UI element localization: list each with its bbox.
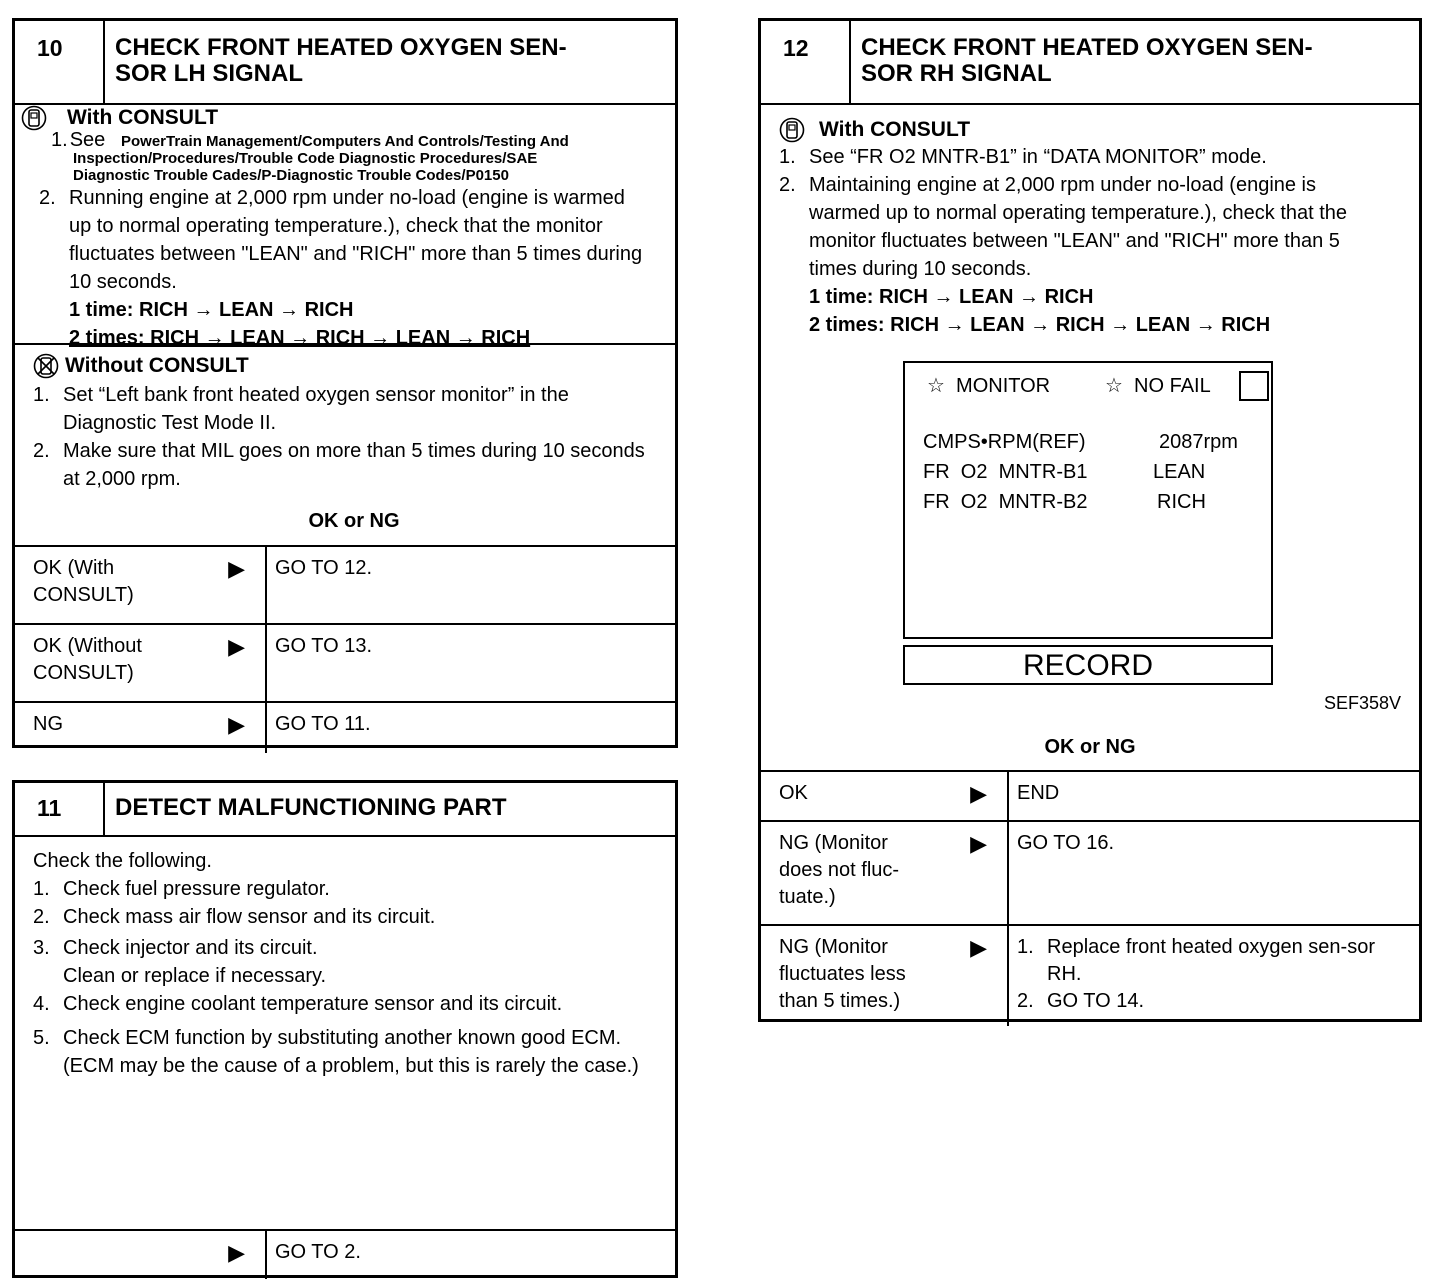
no-fail-checkbox (1239, 371, 1269, 401)
step-number: 10 (15, 21, 105, 103)
step-12-header (761, 21, 1419, 105)
monitor-item-value: 2087rpm (1159, 431, 1238, 453)
list-item: 1. See “FR O2 MNTR-B1” in “DATA MONITOR” mode. (779, 146, 1267, 168)
arrow-icon: ▶ (228, 712, 245, 737)
result-row-ng: NG ▶ GO TO 11. (15, 701, 675, 753)
ok-or-ng-label: OK or NG (308, 510, 400, 532)
monitor-item-name: FR O2 MNTR-B2 (923, 491, 1088, 513)
step-number: 11 (15, 783, 105, 835)
no-fail-label: ☆ NO FAIL (1105, 375, 1211, 397)
without-consult-section (15, 345, 675, 545)
arrow-icon: ▶ (970, 831, 987, 856)
arrow-icon: ▶ (228, 556, 245, 581)
monitor-item-name: CMPS•RPM(REF) (923, 431, 1086, 453)
list-item: 2. Make sure that MIL goes on more than 5 times during 10 seconds at 2,000 rpm. (33, 440, 645, 490)
step-number: 12 (761, 21, 851, 103)
step-title: CHECK FRONT HEATED OXYGEN SEN- SOR LH SIGNAL (115, 34, 567, 87)
arrow-icon: ▶ (970, 781, 987, 806)
record-button[interactable]: RECORD (903, 645, 1273, 685)
monitor-item-value: RICH (1157, 491, 1206, 513)
step-12-box (758, 18, 1422, 1022)
monitor-label: ☆ MONITOR (927, 375, 1051, 397)
monitor-item-name: FR O2 MNTR-B1 (923, 461, 1088, 483)
consult-icon (21, 105, 47, 131)
consult-monitor-screen (903, 361, 1273, 639)
check-list-section: Check the following. 1. Check fuel pressure regulator. 2. Check mass air flow sensor and its circuit. 3. Check injector and its circuit. Clean or replace if necessary. 4. Check engine coolant temperature sensor and its circuit. 5. Check ECM function by substituting another known good ECM. (ECM may be the cause of a problem, but this is rarely the case.) (15, 837, 675, 1229)
step-10-box (12, 18, 678, 748)
result-row-ok-without-consult: OK (Without CONSULT) ▶ GO TO 13. (15, 623, 675, 701)
ok-or-ng-label: OK or NG (1044, 736, 1136, 758)
arrow-icon: ▶ (970, 935, 987, 960)
list-item: 4. Check engine coolant temperature sensor and its circuit. (33, 993, 563, 1015)
list-item: 1. Check fuel pressure regulator. (33, 878, 330, 900)
list-item: 2. Check mass air flow sensor and its circuit. (33, 906, 436, 928)
result-row-ng-no-fluctuation: NG (Monitor does not fluc-tuate.) ▶ GO TO 16. (761, 820, 1419, 924)
step-11-box (12, 780, 678, 1278)
list-item: 2. GO TO 14. (1017, 990, 1145, 1012)
step-10-header (15, 21, 675, 105)
step-title: CHECK FRONT HEATED OXYGEN SEN- SOR RH SIGNAL (861, 34, 1313, 87)
monitor-item-value: LEAN (1153, 461, 1206, 483)
list-item: 2. Maintaining engine at 2,000 rpm under no-load (engine is warmed up to normal operating temperature.), check that the monitor fluctuates between "LEAN" and "RICH" more than 5 times during 10 seconds. (779, 174, 1348, 280)
step1-reference: PowerTrain Management/Computers And Controls/Testing And Inspection/Procedures/Trouble Code Diagnostic Procedures/SAE Diagnostic Trouble Cades/P-Diagnostic Trouble Codes/P0150 (73, 133, 569, 184)
arrow-icon: ▶ (228, 634, 245, 659)
list-item: 1. Set “Left bank front heated oxygen sensor monitor” in the Diagnostic Test Mode II. (33, 384, 569, 434)
list-item: 2. Running engine at 2,000 rpm under no-load (engine is warmed up to normal operating temperature.), check that the monitor fluctuates between "LEAN" and "RICH" more than 5 times during 10 seconds. (39, 187, 643, 293)
with-consult-heading: With CONSULT (21, 105, 675, 131)
list-item: 5. Check ECM function by substituting another known good ECM. (ECM may be the cause of a problem, but this is rarely the case.) (33, 1027, 639, 1077)
result-row: ▶ GO TO 2. (15, 1229, 675, 1279)
list-item: 3. Check injector and its circuit. Clean or replace if necessary. (33, 937, 327, 987)
figure-code: SEF358V (1323, 693, 1401, 713)
without-consult-heading: Without CONSULT (33, 353, 675, 379)
result-row-ok: OK ▶ END (761, 770, 1419, 820)
result-row-ok-with-consult: OK (With CONSULT) ▶ GO TO 12. (15, 545, 675, 623)
with-consult-section: With CONSULT 1. See PowerTrain Management/Computers And Controls/Testing And Inspection/Procedures/Trouble Code Diagnostic Procedures/SAE Diagnostic Trouble Cades/P-Diagnostic Trouble Codes/P0150 2. Running engine at 2,000 rpm under no-load (engine is warmed up to normal operating temperature.), check that the monitor fluctuates between "LEAN" and "RICH" more than 5 times during 10 seconds. 1 time: RICH → LEAN → RICH 2 times: RICH → LEAN → RICH → LEAN → RICH (15, 105, 675, 345)
with-consult-section: With CONSULT 1. See “FR O2 MNTR-B1” in “DATA MONITOR” mode. 2. Maintaining engine at 2,000 rpm under no-load (engine is warmed up to normal operating temperature.), check that the monitor fluctuates between "LEAN" and "RICH" more than 5 times during 10 seconds. 1 time: RICH → LEAN → RICH 2 times: RICH → LEAN → RICH → LEAN → RICH ☆ MONITOR ☆ NO FAIL CMPS•RPM(REF) 2087rpm FR O2 MNTR-B1 LEAN FR O2 MNTR-B2 RICH RECORD SEF358V OK or NG (761, 105, 1419, 770)
no-consult-icon (33, 353, 59, 379)
step-11-header (15, 783, 675, 837)
result-row-ng-less-fluctuation: NG (Monitor fluctuates less than 5 times.) ▶ 1. Replace front heated oxygen sen-sor RH. 2. GO TO 14. (761, 924, 1419, 1026)
list-item: 1. Replace front heated oxygen sen-sor RH. (1017, 936, 1375, 985)
step-title: DETECT MALFUNCTIONING PART (115, 794, 507, 821)
arrow-icon: ▶ (228, 1240, 245, 1265)
consult-icon (779, 117, 805, 143)
with-consult-heading: With CONSULT (779, 117, 1401, 143)
